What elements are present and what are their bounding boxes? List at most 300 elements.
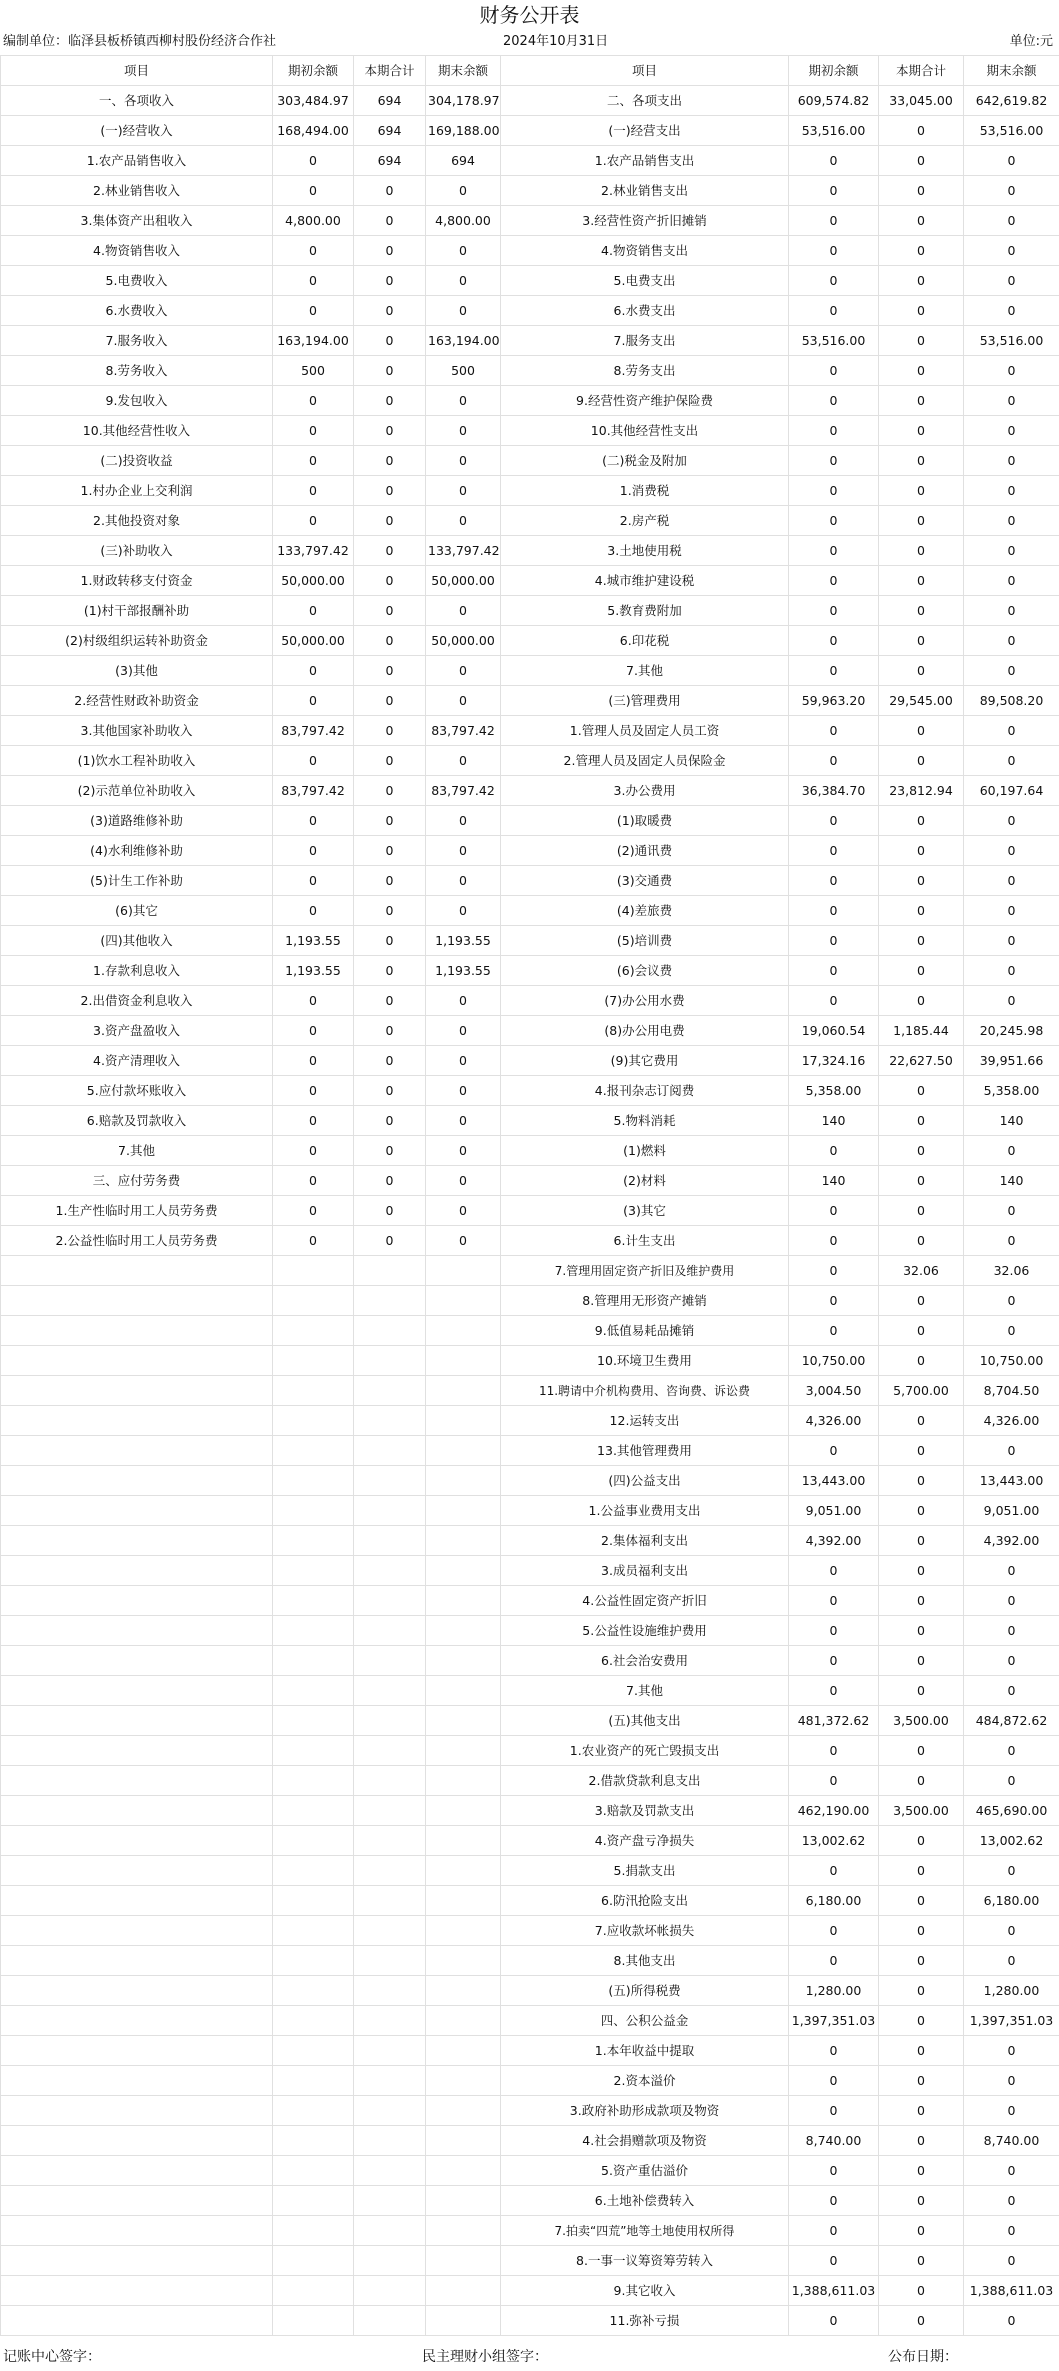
row-amount-cell: 0 bbox=[879, 176, 964, 206]
row-amount-cell: 0 bbox=[426, 596, 501, 626]
row-amount-cell: 0 bbox=[789, 866, 879, 896]
row-item-label: 6.印花税 bbox=[501, 626, 789, 656]
row-amount-cell: 0 bbox=[354, 986, 426, 1016]
row-amount-cell: 0 bbox=[354, 236, 426, 266]
table-row bbox=[1, 1526, 1059, 1556]
row-amount-cell: 1,193.55 bbox=[426, 926, 501, 956]
table-row bbox=[1, 1886, 1059, 1916]
row-item-label: (三)管理费用 bbox=[501, 686, 789, 716]
row-amount-cell: 0 bbox=[879, 1106, 964, 1136]
row-amount-cell: 0 bbox=[964, 536, 1059, 566]
row-amount-cell: 0 bbox=[879, 1436, 964, 1466]
col-header: 项目 bbox=[501, 56, 789, 86]
table-row bbox=[1, 1346, 1059, 1376]
row-amount-cell: 0 bbox=[879, 1646, 964, 1676]
row-item-label: 6.土地补偿费转入 bbox=[501, 2186, 789, 2216]
row-amount-cell: 50,000.00 bbox=[273, 566, 354, 596]
table-row bbox=[1, 1286, 1059, 1316]
row-item-label bbox=[1, 2216, 273, 2246]
row-amount-cell bbox=[354, 2006, 426, 2036]
row-amount-cell: 140 bbox=[789, 1106, 879, 1136]
row-amount-cell: 6,180.00 bbox=[964, 1886, 1059, 1916]
table-row bbox=[1, 2126, 1059, 2156]
row-amount-cell: 29,545.00 bbox=[879, 686, 964, 716]
row-item-label: (6)会议费 bbox=[501, 956, 789, 986]
row-amount-cell: 0 bbox=[964, 356, 1059, 386]
row-item-label: 2.其他投资对象 bbox=[1, 506, 273, 536]
row-amount-cell bbox=[426, 1916, 501, 1946]
row-item-label: 二、各项支出 bbox=[501, 86, 789, 116]
row-amount-cell: 0 bbox=[354, 176, 426, 206]
row-amount-cell: 0 bbox=[273, 746, 354, 776]
row-amount-cell: 0 bbox=[273, 506, 354, 536]
row-item-label: 7.其他 bbox=[501, 656, 789, 686]
row-amount-cell: 0 bbox=[273, 146, 354, 176]
row-amount-cell: 0 bbox=[789, 926, 879, 956]
row-amount-cell bbox=[273, 2156, 354, 2186]
row-amount-cell bbox=[273, 1826, 354, 1856]
row-amount-cell: 0 bbox=[789, 746, 879, 776]
row-amount-cell: 0 bbox=[964, 1736, 1059, 1766]
row-item-label: (1)燃料 bbox=[501, 1136, 789, 1166]
row-amount-cell: 303,484.97 bbox=[273, 86, 354, 116]
row-item-label: (1)取暖费 bbox=[501, 806, 789, 836]
row-amount-cell bbox=[354, 1556, 426, 1586]
row-amount-cell: 1,193.55 bbox=[273, 926, 354, 956]
row-amount-cell: 0 bbox=[273, 1166, 354, 1196]
row-amount-cell: 0 bbox=[354, 596, 426, 626]
row-amount-cell: 0 bbox=[789, 2306, 879, 2336]
row-item-label: 6.赔款及罚款收入 bbox=[1, 1106, 273, 1136]
row-amount-cell bbox=[354, 2216, 426, 2246]
row-item-label: 5.捐款支出 bbox=[501, 1856, 789, 1886]
row-amount-cell: 0 bbox=[354, 506, 426, 536]
row-amount-cell: 0 bbox=[879, 1916, 964, 1946]
row-amount-cell: 609,574.82 bbox=[789, 86, 879, 116]
row-item-label bbox=[1, 1676, 273, 1706]
row-amount-cell: 0 bbox=[879, 986, 964, 1016]
row-amount-cell: 0 bbox=[879, 716, 964, 746]
row-item-label: 9.发包收入 bbox=[1, 386, 273, 416]
row-amount-cell: 0 bbox=[789, 176, 879, 206]
table-row bbox=[1, 1196, 1059, 1226]
row-amount-cell: 0 bbox=[789, 1586, 879, 1616]
row-item-label bbox=[1, 1886, 273, 1916]
row-amount-cell: 50,000.00 bbox=[273, 626, 354, 656]
row-item-label: 2.公益性临时用工人员劳务费 bbox=[1, 1226, 273, 1256]
row-amount-cell: 0 bbox=[354, 476, 426, 506]
row-amount-cell bbox=[426, 2186, 501, 2216]
row-amount-cell bbox=[273, 2066, 354, 2096]
row-amount-cell: 0 bbox=[879, 1196, 964, 1226]
row-item-label bbox=[1, 2156, 273, 2186]
publish-date: 公布日期： bbox=[888, 2349, 958, 2365]
row-amount-cell: 0 bbox=[964, 206, 1059, 236]
table-row bbox=[1, 1976, 1059, 2006]
row-item-label: (2)示范单位补助收入 bbox=[1, 776, 273, 806]
row-amount-cell bbox=[354, 1376, 426, 1406]
row-amount-cell: 4,392.00 bbox=[964, 1526, 1059, 1556]
row-amount-cell bbox=[273, 1676, 354, 1706]
row-amount-cell bbox=[354, 1706, 426, 1736]
row-amount-cell: 0 bbox=[354, 446, 426, 476]
row-amount-cell: 0 bbox=[879, 1286, 964, 1316]
row-amount-cell bbox=[273, 1646, 354, 1676]
currency-unit: 单位:元 bbox=[1009, 34, 1053, 49]
row-amount-cell: 0 bbox=[789, 1226, 879, 1256]
row-amount-cell: 0 bbox=[964, 1196, 1059, 1226]
row-item-label: (2)村级组织运转补助资金 bbox=[1, 626, 273, 656]
row-amount-cell bbox=[273, 2306, 354, 2336]
row-amount-cell: 694 bbox=[354, 146, 426, 176]
row-amount-cell bbox=[354, 1586, 426, 1616]
row-amount-cell: 0 bbox=[789, 2036, 879, 2066]
row-amount-cell: 0 bbox=[964, 416, 1059, 446]
row-item-label: 5.物料消耗 bbox=[501, 1106, 789, 1136]
row-item-label bbox=[1, 1406, 273, 1436]
row-item-label bbox=[1, 1586, 273, 1616]
row-item-label: (8)办公用电费 bbox=[501, 1016, 789, 1046]
row-amount-cell: 0 bbox=[964, 266, 1059, 296]
row-amount-cell: 0 bbox=[354, 1076, 426, 1106]
row-item-label: 9.其它收入 bbox=[501, 2276, 789, 2306]
row-item-label: 2.集体福利支出 bbox=[501, 1526, 789, 1556]
row-amount-cell: 481,372.62 bbox=[789, 1706, 879, 1736]
row-amount-cell: 19,060.54 bbox=[789, 1016, 879, 1046]
row-amount-cell: 0 bbox=[879, 116, 964, 146]
row-amount-cell: 0 bbox=[789, 2246, 879, 2276]
row-item-label: 1.管理人员及固定人员工资 bbox=[501, 716, 789, 746]
row-amount-cell bbox=[426, 1736, 501, 1766]
row-item-label: 4.社会捐赠款项及物资 bbox=[501, 2126, 789, 2156]
row-item-label: 5.公益性设施维护费用 bbox=[501, 1616, 789, 1646]
row-amount-cell: 0 bbox=[879, 1166, 964, 1196]
row-item-label bbox=[1, 1976, 273, 2006]
row-amount-cell bbox=[354, 1796, 426, 1826]
row-amount-cell: 0 bbox=[789, 536, 879, 566]
row-amount-cell: 0 bbox=[879, 2306, 964, 2336]
row-amount-cell bbox=[354, 2306, 426, 2336]
row-amount-cell: 0 bbox=[273, 1046, 354, 1076]
row-amount-cell: 0 bbox=[354, 356, 426, 386]
row-amount-cell: 0 bbox=[426, 836, 501, 866]
row-amount-cell: 0 bbox=[879, 1736, 964, 1766]
row-amount-cell bbox=[426, 1886, 501, 1916]
row-amount-cell: 32.06 bbox=[964, 1256, 1059, 1286]
row-amount-cell: 50,000.00 bbox=[426, 626, 501, 656]
row-amount-cell: 0 bbox=[789, 2096, 879, 2126]
row-item-label: (五)其他支出 bbox=[501, 1706, 789, 1736]
row-amount-cell: 0 bbox=[273, 1136, 354, 1166]
table-row bbox=[1, 146, 1059, 176]
row-amount-cell bbox=[273, 2246, 354, 2276]
row-amount-cell: 0 bbox=[789, 1856, 879, 1886]
row-amount-cell: 0 bbox=[964, 1946, 1059, 1976]
row-amount-cell: 0 bbox=[789, 146, 879, 176]
row-amount-cell: 0 bbox=[879, 2216, 964, 2246]
row-amount-cell: 0 bbox=[964, 956, 1059, 986]
row-item-label: 4.物资销售收入 bbox=[1, 236, 273, 266]
row-amount-cell: 0 bbox=[879, 1856, 964, 1886]
row-amount-cell bbox=[273, 2096, 354, 2126]
row-amount-cell: 8,740.00 bbox=[964, 2126, 1059, 2156]
table-row bbox=[1, 1496, 1059, 1526]
row-item-label bbox=[1, 2066, 273, 2096]
row-item-label bbox=[1, 1496, 273, 1526]
row-item-label bbox=[1, 2306, 273, 2336]
row-item-label: (5)计生工作补助 bbox=[1, 866, 273, 896]
table-row bbox=[1, 1856, 1059, 1886]
row-amount-cell: 60,197.64 bbox=[964, 776, 1059, 806]
col-header: 项目 bbox=[1, 56, 273, 86]
row-amount-cell: 133,797.42 bbox=[273, 536, 354, 566]
row-amount-cell: 1,193.55 bbox=[273, 956, 354, 986]
table-row bbox=[1, 1796, 1059, 1826]
row-amount-cell: 0 bbox=[354, 1136, 426, 1166]
row-item-label: (四)其他收入 bbox=[1, 926, 273, 956]
row-amount-cell: 0 bbox=[964, 1856, 1059, 1886]
row-amount-cell: 0 bbox=[879, 1766, 964, 1796]
row-item-label: 10.其他经营性支出 bbox=[501, 416, 789, 446]
row-amount-cell: 0 bbox=[879, 266, 964, 296]
row-amount-cell: 1,280.00 bbox=[789, 1976, 879, 2006]
row-amount-cell: 140 bbox=[789, 1166, 879, 1196]
row-amount-cell bbox=[354, 2276, 426, 2306]
row-amount-cell: 0 bbox=[789, 836, 879, 866]
col-header: 期初余额 bbox=[789, 56, 879, 86]
row-amount-cell: 0 bbox=[354, 1166, 426, 1196]
row-amount-cell: 0 bbox=[273, 1076, 354, 1106]
table-row bbox=[1, 2066, 1059, 2096]
row-item-label bbox=[1, 1646, 273, 1676]
row-amount-cell: 0 bbox=[789, 236, 879, 266]
row-amount-cell: 0 bbox=[964, 836, 1059, 866]
row-amount-cell: 0 bbox=[964, 1286, 1059, 1316]
ledger-table bbox=[0, 55, 1059, 2336]
table-row bbox=[1, 686, 1059, 716]
row-amount-cell bbox=[426, 1256, 501, 1286]
table-row bbox=[1, 1406, 1059, 1436]
row-amount-cell: 0 bbox=[354, 296, 426, 326]
row-amount-cell bbox=[273, 2186, 354, 2216]
row-item-label: 6.社会治安费用 bbox=[501, 1646, 789, 1676]
row-item-label: (4)水利维修补助 bbox=[1, 836, 273, 866]
row-amount-cell: 0 bbox=[964, 1916, 1059, 1946]
row-amount-cell: 0 bbox=[426, 506, 501, 536]
row-amount-cell: 0 bbox=[426, 1046, 501, 1076]
table-row bbox=[1, 1826, 1059, 1856]
row-amount-cell: 0 bbox=[354, 776, 426, 806]
row-amount-cell: 0 bbox=[789, 206, 879, 236]
row-amount-cell: 0 bbox=[789, 1946, 879, 1976]
table-row bbox=[1, 266, 1059, 296]
row-amount-cell: 163,194.00 bbox=[273, 326, 354, 356]
row-amount-cell bbox=[273, 1706, 354, 1736]
row-amount-cell: 0 bbox=[879, 746, 964, 776]
row-amount-cell bbox=[273, 1586, 354, 1616]
row-amount-cell: 0 bbox=[879, 2276, 964, 2306]
row-amount-cell: 0 bbox=[426, 236, 501, 266]
row-amount-cell: 0 bbox=[879, 536, 964, 566]
row-amount-cell: 0 bbox=[964, 386, 1059, 416]
row-item-label: 3.赔款及罚款支出 bbox=[501, 1796, 789, 1826]
row-item-label bbox=[1, 2186, 273, 2216]
row-amount-cell: 0 bbox=[964, 2156, 1059, 2186]
row-amount-cell: 0 bbox=[964, 896, 1059, 926]
row-amount-cell: 0 bbox=[354, 566, 426, 596]
row-item-label: 8.一事一议筹资筹劳转入 bbox=[501, 2246, 789, 2276]
table-row bbox=[1, 1736, 1059, 1766]
row-amount-cell bbox=[354, 2036, 426, 2066]
row-amount-cell: 0 bbox=[354, 716, 426, 746]
table-header-row bbox=[1, 56, 1059, 86]
row-item-label: (二)投资收益 bbox=[1, 446, 273, 476]
row-amount-cell: 0 bbox=[354, 266, 426, 296]
row-amount-cell: 0 bbox=[879, 1946, 964, 1976]
row-amount-cell: 0 bbox=[789, 416, 879, 446]
row-item-label bbox=[1, 1796, 273, 1826]
table-row bbox=[1, 1706, 1059, 1736]
table-row bbox=[1, 956, 1059, 986]
row-amount-cell: 0 bbox=[964, 1136, 1059, 1166]
row-amount-cell: 0 bbox=[426, 986, 501, 1016]
row-amount-cell: 33,045.00 bbox=[879, 86, 964, 116]
ledger-body bbox=[1, 86, 1059, 2336]
row-amount-cell: 694 bbox=[426, 146, 501, 176]
row-amount-cell bbox=[426, 1436, 501, 1466]
row-amount-cell bbox=[273, 1346, 354, 1376]
row-amount-cell: 0 bbox=[273, 446, 354, 476]
table-row bbox=[1, 2186, 1059, 2216]
finance-group-signature: 民主理财小组签字： bbox=[422, 2349, 548, 2365]
row-amount-cell: 0 bbox=[426, 656, 501, 686]
row-amount-cell: 0 bbox=[789, 1256, 879, 1286]
row-amount-cell: 0 bbox=[426, 896, 501, 926]
row-amount-cell: 0 bbox=[273, 1106, 354, 1136]
row-amount-cell bbox=[354, 2186, 426, 2216]
row-item-label: 3.资产盘盈收入 bbox=[1, 1016, 273, 1046]
row-amount-cell: 0 bbox=[354, 1196, 426, 1226]
table-row bbox=[1, 296, 1059, 326]
row-amount-cell: 0 bbox=[879, 956, 964, 986]
row-amount-cell: 9,051.00 bbox=[789, 1496, 879, 1526]
row-amount-cell: 0 bbox=[354, 206, 426, 236]
row-item-label: 8.其他支出 bbox=[501, 1946, 789, 1976]
row-item-label: (1)村干部报酬补助 bbox=[1, 596, 273, 626]
row-amount-cell: 0 bbox=[879, 386, 964, 416]
row-amount-cell: 13,443.00 bbox=[964, 1466, 1059, 1496]
row-amount-cell: 0 bbox=[789, 626, 879, 656]
row-item-label: 2.房产税 bbox=[501, 506, 789, 536]
row-item-label: (4)差旅费 bbox=[501, 896, 789, 926]
row-amount-cell bbox=[426, 2096, 501, 2126]
row-item-label: (五)所得税费 bbox=[501, 1976, 789, 2006]
row-amount-cell: 0 bbox=[426, 1166, 501, 1196]
row-amount-cell: 0 bbox=[964, 2306, 1059, 2336]
row-amount-cell: 0 bbox=[789, 596, 879, 626]
row-amount-cell bbox=[273, 1946, 354, 1976]
row-amount-cell: 0 bbox=[964, 626, 1059, 656]
row-amount-cell: 0 bbox=[964, 476, 1059, 506]
table-row bbox=[1, 1136, 1059, 1166]
table-row bbox=[1, 1166, 1059, 1196]
row-amount-cell: 0 bbox=[789, 2186, 879, 2216]
table-row bbox=[1, 1076, 1059, 1106]
row-item-label: 9.经营性资产维护保险费 bbox=[501, 386, 789, 416]
row-item-label: (3)道路维修补助 bbox=[1, 806, 273, 836]
row-item-label: 7.其他 bbox=[501, 1676, 789, 1706]
table-row bbox=[1, 86, 1059, 116]
row-amount-cell: 0 bbox=[964, 176, 1059, 206]
table-row bbox=[1, 2276, 1059, 2306]
row-amount-cell: 0 bbox=[964, 1226, 1059, 1256]
row-amount-cell bbox=[426, 2006, 501, 2036]
row-amount-cell: 0 bbox=[426, 1076, 501, 1106]
row-item-label: 11.聘请中介机构费用、咨询费、诉讼费 bbox=[501, 1376, 789, 1406]
row-amount-cell bbox=[354, 1406, 426, 1436]
row-amount-cell: 10,750.00 bbox=[789, 1346, 879, 1376]
row-amount-cell: 0 bbox=[879, 416, 964, 446]
row-amount-cell: 0 bbox=[273, 416, 354, 446]
row-amount-cell bbox=[426, 2216, 501, 2246]
row-amount-cell: 0 bbox=[879, 896, 964, 926]
row-amount-cell: 0 bbox=[964, 746, 1059, 776]
table-row bbox=[1, 1106, 1059, 1136]
row-amount-cell: 20,245.98 bbox=[964, 1016, 1059, 1046]
row-amount-cell: 0 bbox=[879, 1136, 964, 1166]
row-amount-cell: 0 bbox=[879, 1586, 964, 1616]
row-amount-cell: 0 bbox=[964, 2036, 1059, 2066]
table-row bbox=[1, 2216, 1059, 2246]
table-row bbox=[1, 446, 1059, 476]
row-item-label: 1.本年收益中提取 bbox=[501, 2036, 789, 2066]
row-item-label: (5)培训费 bbox=[501, 926, 789, 956]
table-row bbox=[1, 656, 1059, 686]
row-amount-cell bbox=[354, 1286, 426, 1316]
row-item-label: 2.资本溢价 bbox=[501, 2066, 789, 2096]
row-amount-cell: 83,797.42 bbox=[426, 776, 501, 806]
row-amount-cell: 0 bbox=[789, 956, 879, 986]
row-item-label: 三、应付劳务费 bbox=[1, 1166, 273, 1196]
row-amount-cell bbox=[354, 1826, 426, 1856]
row-amount-cell: 1,185.44 bbox=[879, 1016, 964, 1046]
page-title: 财务公开表 bbox=[479, 3, 580, 27]
row-amount-cell bbox=[354, 1646, 426, 1676]
row-amount-cell: 0 bbox=[354, 746, 426, 776]
row-amount-cell: 0 bbox=[879, 2126, 964, 2156]
table-row bbox=[1, 1226, 1059, 1256]
row-amount-cell: 0 bbox=[426, 1136, 501, 1166]
row-item-label bbox=[1, 1946, 273, 1976]
row-amount-cell: 140 bbox=[964, 1166, 1059, 1196]
row-amount-cell bbox=[273, 1376, 354, 1406]
row-amount-cell: 500 bbox=[426, 356, 501, 386]
row-amount-cell: 8,704.50 bbox=[964, 1376, 1059, 1406]
row-amount-cell: 0 bbox=[879, 1346, 964, 1376]
row-amount-cell: 0 bbox=[879, 356, 964, 386]
row-amount-cell bbox=[354, 1436, 426, 1466]
row-amount-cell: 9,051.00 bbox=[964, 1496, 1059, 1526]
row-amount-cell bbox=[354, 1886, 426, 1916]
row-amount-cell: 39,951.66 bbox=[964, 1046, 1059, 1076]
row-amount-cell: 0 bbox=[354, 536, 426, 566]
row-amount-cell: 0 bbox=[789, 386, 879, 416]
row-amount-cell: 83,797.42 bbox=[273, 716, 354, 746]
row-amount-cell: 0 bbox=[964, 1586, 1059, 1616]
row-amount-cell: 0 bbox=[789, 716, 879, 746]
row-amount-cell: 0 bbox=[789, 506, 879, 536]
row-amount-cell: 0 bbox=[964, 986, 1059, 1016]
